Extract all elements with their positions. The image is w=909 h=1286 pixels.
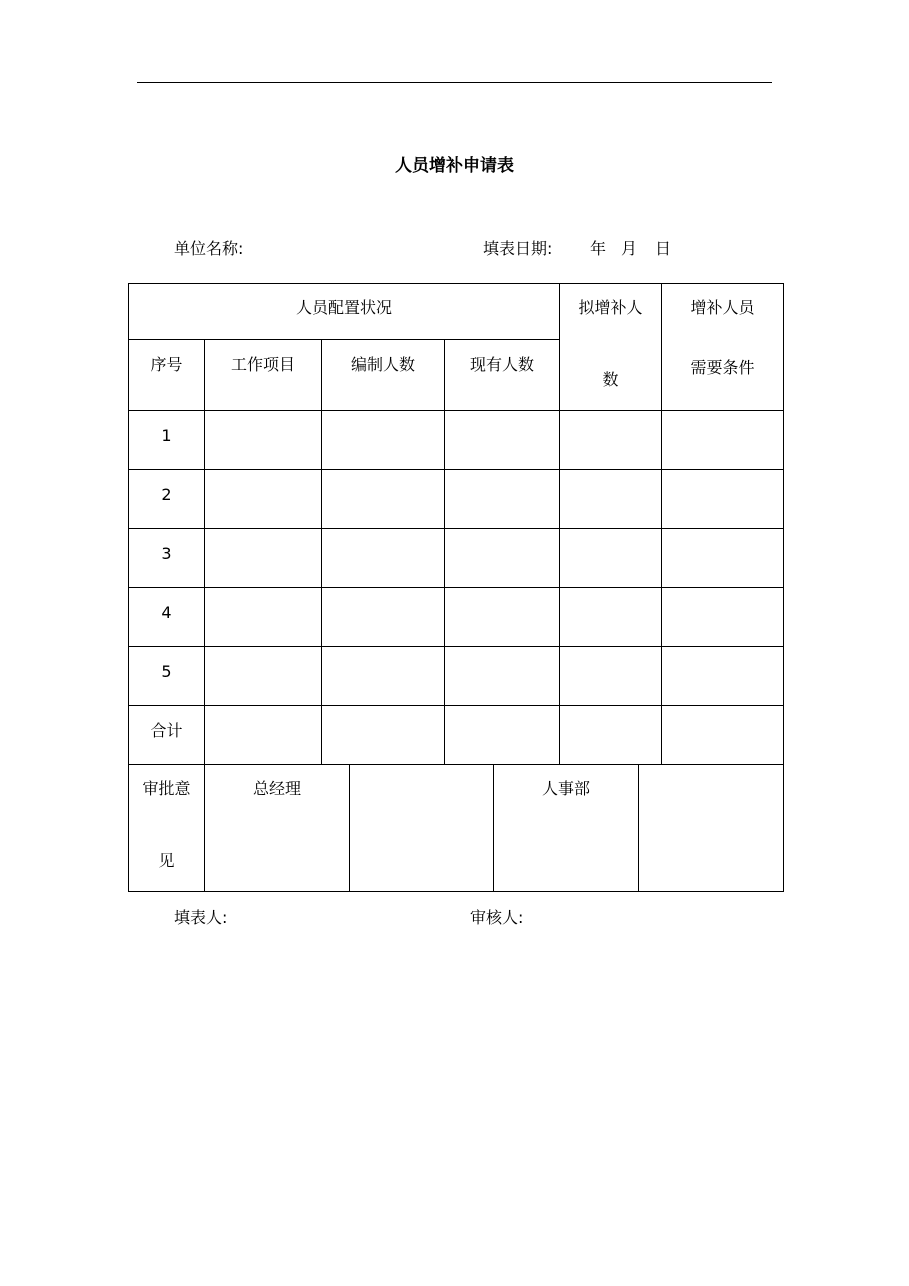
header-staff-quota: 编制人数 [350,355,415,374]
date-year-label: 年 [590,239,607,258]
header-proposed-line1: 拟增补人 [578,298,643,317]
grid-line [128,587,784,588]
reviewer-label: 审核人: [470,908,524,927]
grid-line [559,283,560,765]
grid-line [128,339,560,340]
header-rule [137,82,772,83]
row-number: 2 [161,485,172,504]
grid-line [128,646,784,647]
header-seq: 序号 [150,355,183,374]
table-border-bottom [128,891,784,892]
row-number: 5 [161,662,172,681]
date-day-label: 日 [655,239,672,258]
header-staff-config: 人员配置状况 [295,298,392,317]
grid-line [638,764,639,892]
grid-line [128,705,784,706]
grid-line [204,339,205,765]
approval-label-line1: 审批意 [142,779,191,798]
fill-date-label: 填表日期: [483,239,553,258]
row-number: 3 [161,544,172,563]
grid-line [661,283,662,765]
header-requirements-line2: 需要条件 [690,358,755,377]
row-number: 1 [161,426,172,445]
unit-name-label: 单位名称: [174,239,244,258]
filler-label: 填表人: [174,908,228,927]
approval-label-line2: 见 [158,851,175,870]
form-title: 人员增补申请表 [395,156,514,176]
grid-line [321,339,322,765]
grid-line [128,528,784,529]
hr-department-label: 人事部 [541,779,590,798]
general-manager-label: 总经理 [252,779,301,798]
row-number: 4 [161,603,172,622]
grid-line [444,339,445,765]
grid-line [128,764,784,765]
table-border-top [128,283,784,284]
total-label: 合计 [150,721,183,740]
grid-line [128,410,784,411]
date-month-label: 月 [621,239,638,258]
grid-line [128,469,784,470]
header-proposed-line2: 数 [602,370,619,389]
header-work-item: 工作项目 [230,355,295,374]
header-requirements-line1: 增补人员 [690,298,755,317]
header-current-staff: 现有人数 [469,355,534,374]
grid-line [349,764,350,892]
